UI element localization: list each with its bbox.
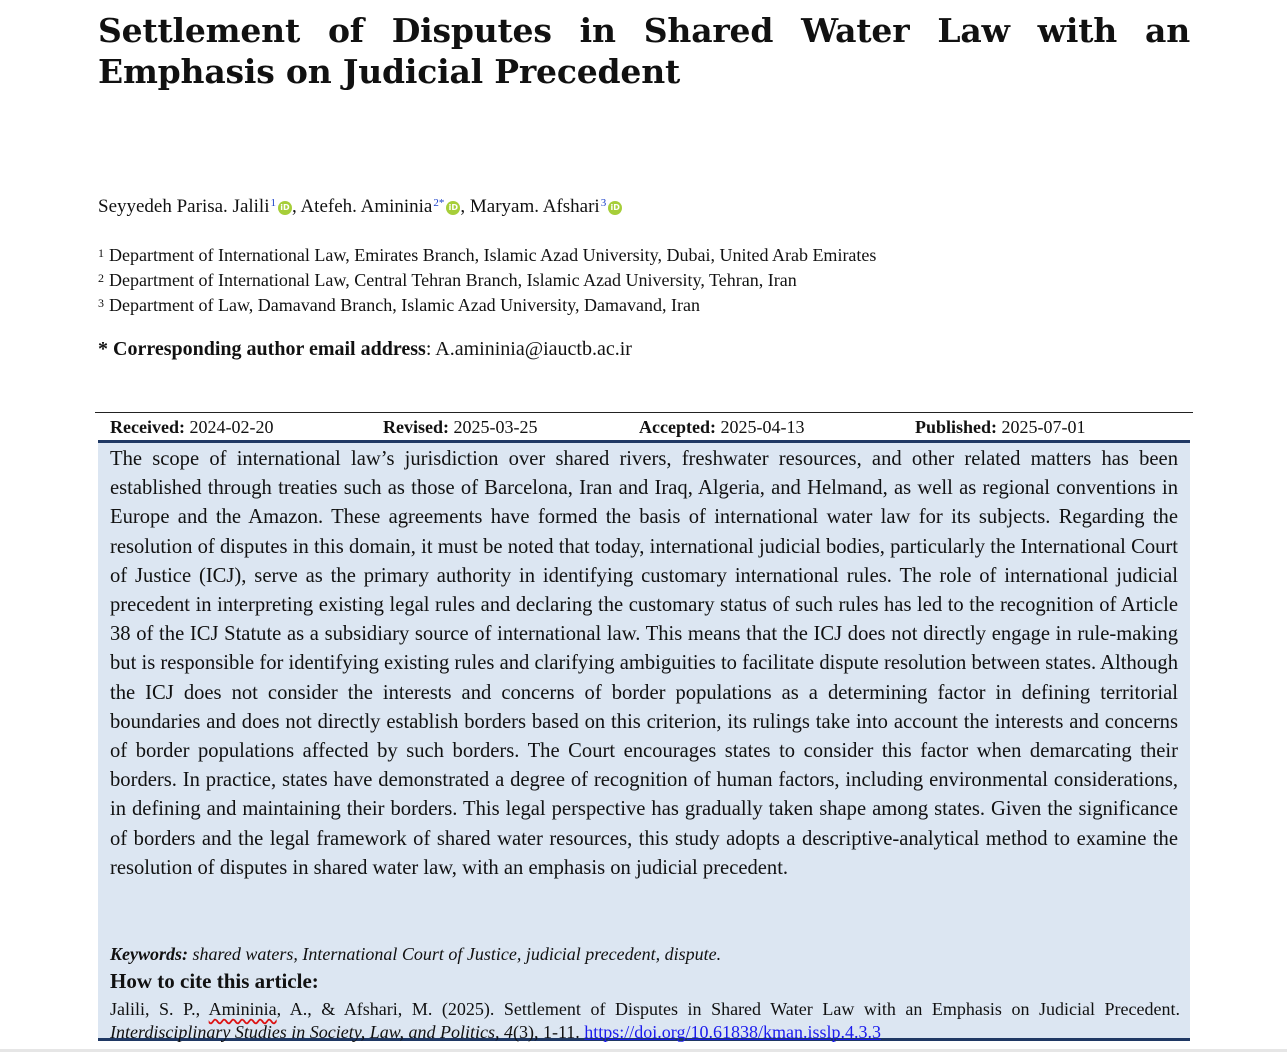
affiliation-number: 3	[98, 296, 104, 310]
doi-link[interactable]: https://doi.org/10.61838/kman.isslp.4.3.3	[584, 1022, 881, 1042]
affiliation-text: Department of Law, Damavand Branch, Islamic Azad University, Damavand, Iran	[109, 295, 700, 315]
orcid-icon[interactable]: iD	[278, 201, 292, 215]
author-affiliation-ref[interactable]: 1	[270, 197, 276, 209]
keywords	[110, 942, 1178, 966]
cite-heading: How to cite this article:	[110, 969, 319, 993]
affiliation-item	[98, 292, 876, 317]
affiliation-text: Department of International Law, Emirates Branch, Islamic Azad University, Dubai, United Arab Emirates	[109, 245, 877, 265]
orcid-icon[interactable]: iD	[608, 201, 622, 215]
keywords-text: shared waters, International Court of Justice, judicial precedent, dispute.	[192, 944, 722, 964]
author-name: Seyyedeh Parisa. Jalili	[98, 196, 270, 217]
affiliation-list	[98, 242, 876, 317]
author-name: Atefeh. Amininia	[300, 196, 433, 217]
journal-name: Interdisciplinary Studies in Society, Law, and Politics, 4	[110, 1022, 513, 1042]
affiliation-text: Department of International Law, Central Tehran Branch, Islamic Azad University, Tehran, Iran	[109, 270, 797, 290]
abstract-text: The scope of international law’s jurisdiction over shared rivers, freshwater resources, and other related matters has been established through treaties such as those of Barcelona, Iran and Iraq, Algeria, and Helmand, as well as regional conventions in Europe and the Amazon. These agreements have formed the basis of international water law for its subjects. Regarding the resolution of disputes in this domain, it must be noted that today, international judicial bodies, particularly the International Court of Justice (ICJ), serve as the primary authority in identifying customary international rules. The role of international judicial precedent in interpreting existing legal rules and declaring the customary status of such rules has led to the recognition of Article 38 of the ICJ Statute as a subsidiary source of international law. This means that the ICJ does not directly engage in rule-making but is responsible for identifying existing rules and clarifying ambiguities to facilitate dispute resolution between states. Although the ICJ does not consider the interests and concerns of border populations as a determining factor in defining territorial boundaries and does not directly establish borders based on this criterion, its rulings take into account the interests and concerns of border populations affected by such borders. The Court encourages states to consider this factor when demarcating their borders. In practice, states have demonstrated a degree of recognition of human factors, including environmental considerations, in defining and maintaining their borders. This legal perspective has gradually taken shape among states. Given the significance of borders and the legal framework of shared water resources, this study adopts a descriptive-analytical method to examine the resolution of disputes in shared water law, with an emphasis on judicial precedent.	[110, 448, 1178, 879]
citation: Jalili, S. P., Amininia, A., & Afshari, M. (2025). Settlement of Disputes in Shared Water Law with an Emphasis on Judicial Precedent. Interdisciplinary Studies in Society, Law, and Politics, 4(3), 1-11. https://doi.org/10.61838/kman.isslp.4.3.3	[110, 999, 1181, 1042]
orcid-icon[interactable]: iD	[446, 201, 460, 215]
author-affiliation-ref[interactable]: 2*	[433, 197, 445, 209]
corresponding-author: * Corresponding author email address: A.amininia@iauctb.ac.ir	[98, 338, 632, 360]
author-list: Seyyedeh Parisa. Jalili$^1$ iD , Atefeh. Amininia$^{2*}$ iD , Maryam. Afshari$^3$ iD	[98, 190, 622, 220]
article-dates	[110, 415, 1190, 439]
affiliation-number: 1	[98, 246, 104, 260]
article-title: Settlement of Disputes in Shared Water Law with an Emphasis on Judicial Precedent	[98, 11, 1190, 91]
accepted-date: Accepted: 2025-04-13	[639, 417, 805, 437]
author-name: Maryam. Afshari	[469, 196, 600, 217]
received-date: Received: 2024-02-20	[110, 417, 274, 437]
divider	[95, 412, 1193, 413]
abstract-box	[98, 440, 1190, 1041]
corresponding-email[interactable]: A.amininia@iauctb.ac.ir	[435, 338, 632, 360]
affiliation-item	[98, 267, 876, 292]
revised-date: Revised: 2025-03-25	[383, 417, 538, 437]
published-date: Published: 2025-07-01	[915, 417, 1086, 437]
affiliation-item	[98, 242, 876, 267]
author-affiliation-ref[interactable]: 3	[600, 197, 607, 209]
corresponding-label: * Corresponding author email address	[98, 338, 426, 360]
affiliation-number: 2	[98, 271, 104, 285]
keywords-label: Keywords:	[110, 944, 188, 964]
spellcheck-word: Amininia	[208, 999, 277, 1019]
